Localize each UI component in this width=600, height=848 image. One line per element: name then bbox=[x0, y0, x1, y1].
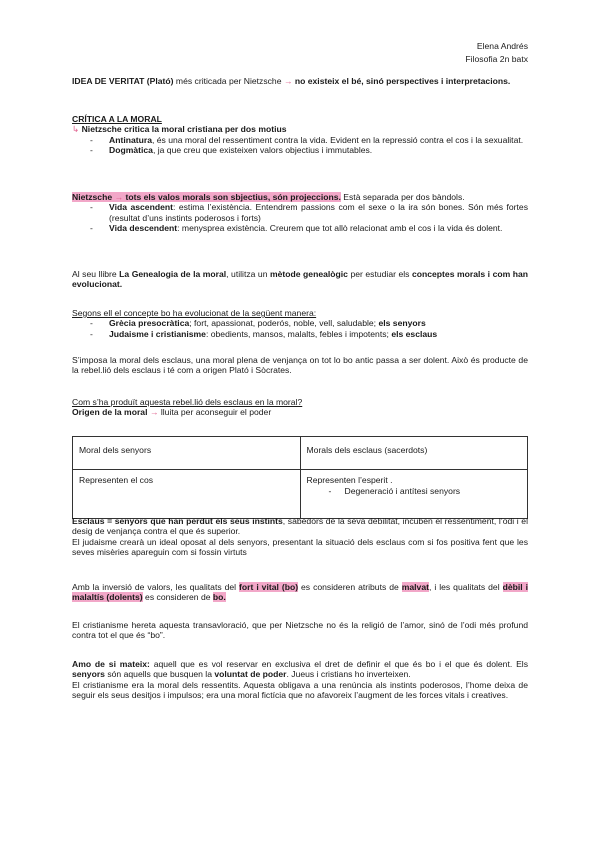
page-header bbox=[465, 40, 528, 67]
table-row bbox=[73, 470, 528, 519]
list-item: - Judaisme i cristianisme: obedients, mansos, malalts, febles i impotents; els esclaus bbox=[90, 328, 438, 339]
corner-arrow-icon: ↳ bbox=[72, 124, 80, 135]
highlight: dèbil i malaltís (dolents) bbox=[72, 582, 528, 603]
intro-paragraph: IDEA DE VERITAT (Plató) més criticada per Nietzsche → no existeix el bé, sinó perspectives i interpretacions. bbox=[72, 76, 511, 86]
intro-label: IDEA DE VERITAT (Plató) bbox=[72, 76, 174, 86]
subheading: Com s’ha produït aquesta rebel.lió dels esclaus en la moral? bbox=[72, 397, 303, 407]
list-item: - Antinatura, és una moral del ressentiment contra la vida. Evident en la repressió contra el cos i la sexualitat. bbox=[90, 134, 524, 145]
list-item: - Vida descendent: menysprea existència. Creurem que tot allò relacionat amb el cos i la vida és dolent. bbox=[90, 223, 503, 234]
esclaus-paragraph: Esclaus = senyors que han perdut els seus instints, sabedors de la seva debilitat, incuben el ressentiment, l’odi i el desig de venjança contra el que és superior. El judaisme crearà un ideal oposat al dels senyors, presentant la situació dels esclaus com si fos positiva fent que les seves misèries apareguin com si fossin virtuts bbox=[72, 516, 528, 558]
table-header-cell: Morals dels esclaus (sacerdots) bbox=[300, 437, 528, 470]
transvaloracio-paragraph: El cristianisme hereta aquesta transavloració, que per Nietzsche no és la religió de l’amor, sinó de l’odi més profund contra tot el que és “bo”. bbox=[72, 620, 528, 641]
inversio-paragraph: Amb la inversió de valors, les qualitats del fort i vital (bo) es consideren atributs de malvat, i les qualitats del dèbil i malaltís (dolents) es consideren de bo. bbox=[72, 582, 528, 603]
critica-section: CRÍTICA A LA MORAL ↳ Nietzsche critica la moral cristiana per dos motius - Antinatura, és una moral del ressentiment contra la vida. Evident en la repressió contra el cos i la sexualitat. - Dogmàtica, ja que creu que existeixen valors objectius i immutables. bbox=[72, 114, 528, 156]
author-name: Elena Andrés bbox=[476, 41, 528, 51]
valors-section: Nietzsche → tots els valos morals son sbjectius, són projeccions. Està separada per dos bàndols. - Vida ascendent: estima l’existència. Entendrem passions com el sexe o la ira són bones. Són més fortes (resultat d’uns instints poderosos i forts) - Vida descendent: menysprea existència. Creurem que tot allò relacionat amb el cos i la vida és dolent. bbox=[72, 192, 528, 234]
table-header-cell: Moral dels senyors bbox=[73, 437, 301, 470]
highlight: bo. bbox=[212, 592, 226, 603]
course-name: Filosofia 2n batx bbox=[465, 54, 528, 65]
esclaus-moral-paragraph: S’imposa la moral dels esclaus, una moral plena de venjança on tot lo bo antic passa a ser dolent. Això és producte de la rebel.lió dels esclaus i té com a origen Plató i Sòcrates. bbox=[72, 355, 528, 376]
table-cell: Representen l’esperit . - Degeneració i antítesi senyors bbox=[300, 470, 528, 519]
list-item: - Vida ascendent: estima l’existència. Entendrem passions com el sexe o la ira són bones. Són més fortes (resultat d’uns instints poderosos i forts) bbox=[90, 202, 528, 223]
arrow-icon: → bbox=[112, 192, 126, 202]
bo-section bbox=[72, 308, 528, 339]
arrow-icon: → bbox=[283, 76, 293, 86]
table-header-row bbox=[73, 437, 528, 470]
origen-section: Com s’ha produït aquesta rebel.lió dels esclaus en la moral? Origen de la moral → lluita per aconseguir el poder bbox=[72, 397, 528, 418]
list-item: - Grècia presocràtica; fort, apassionat, poderós, noble, vell, saludable; els senyors bbox=[90, 318, 426, 329]
genealogia-paragraph: Al seu llibre La Genealogia de la moral, utilitza un mètode genealògic per estudiar els conceptes morals i com han evolucionat. bbox=[72, 269, 529, 290]
highlight: Nietzsche bbox=[72, 192, 113, 202]
list-item: - Dogmàtica, ja que creu que existeixen valors objectius i immutables. bbox=[90, 145, 373, 156]
table-cell: Representen el cos bbox=[73, 470, 301, 519]
amo-paragraph: Amo de si mateix: aquell que es vol reservar en exclusiva el dret de definir el que és bo i el que és dolent. Els senyors són aquells que busquen la voluntat de poder. Jueus i cristians ho inverteixen. El cristianisme era la moral dels ressentits. Aquesta obligava a una renúncia als instints poderosos, l’home deixa de seguir els seus desitjos i impulsos; era una moral fictícia que no afavoreix l’augment de les forces vitals i creatives. bbox=[72, 659, 529, 701]
subheading: Segons ell el concepte bo ha evolucionat de la següent manera: bbox=[72, 308, 317, 318]
highlight: fort i vital (bo) bbox=[239, 582, 299, 592]
morals-table bbox=[72, 436, 528, 519]
highlight: malvat bbox=[401, 582, 429, 592]
arrow-icon: → bbox=[147, 407, 161, 418]
section-title: CRÍTICA A LA MORAL bbox=[72, 114, 162, 124]
highlight: tots els valos morals son sbjectius, són projeccions. bbox=[125, 192, 341, 202]
